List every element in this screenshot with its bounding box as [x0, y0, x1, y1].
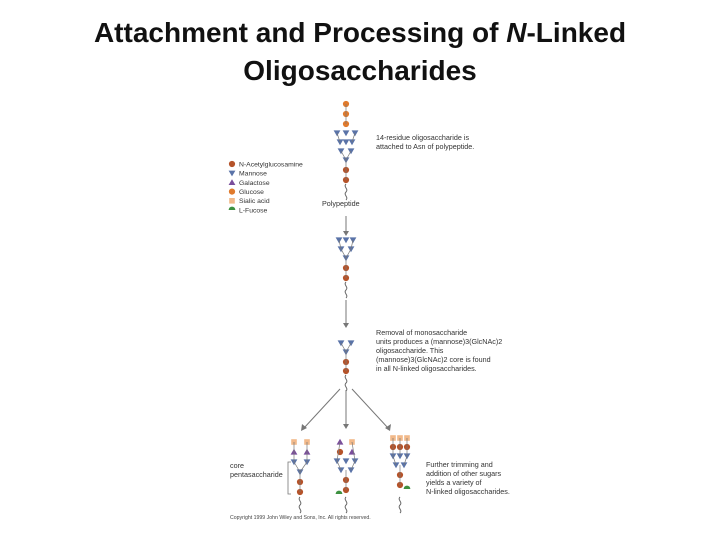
polypeptide-squiggle — [299, 497, 301, 513]
caption-step4-line4: N-linked oligosaccharides. — [426, 487, 510, 496]
core-label-line2: pentasaccharide — [230, 470, 283, 479]
caption-step3-line5: in all N-linked oligosaccharides. — [376, 364, 477, 373]
mannose-symbol — [393, 462, 400, 468]
caption-step1-line2: attached to Asn of polypeptide. — [376, 142, 475, 151]
legend-label: N-Acetylglucosamine — [239, 161, 303, 169]
caption-step4-line2: addition of other sugars — [426, 469, 502, 478]
slide-title-line1: Attachment and Processing of N-Linked — [93, 17, 627, 48]
galactose-symbol — [229, 179, 236, 185]
oligosaccharide-structures — [291, 101, 411, 513]
core-bracket — [288, 462, 291, 494]
fucose-symbol — [404, 486, 411, 489]
caption-step3-line1: Removal of monosaccharide — [376, 328, 468, 337]
slide-title-line2: Oligosaccharides — [243, 55, 477, 86]
caption-step3-line4: (mannose)3(GlcNAc)2 core is found — [376, 355, 491, 364]
polypeptide-squiggle — [345, 497, 347, 513]
sugar-legend — [229, 161, 303, 215]
glycosidic-bond — [300, 462, 307, 472]
polypeptide-label: Polypeptide — [322, 199, 360, 208]
mannose-symbol — [343, 237, 350, 243]
mannose-symbol — [343, 139, 350, 145]
legend-label: L-Fucose — [239, 207, 268, 215]
polypeptide-squiggle — [345, 282, 347, 298]
mannose-symbol — [338, 467, 345, 473]
legend-label: Sialic acid — [239, 198, 270, 206]
arrowhead-step2 — [343, 323, 349, 328]
copyright-notice: Copyright 1999 John Wiley and Sons, Inc. All rights reserved. — [230, 515, 371, 521]
glucose-symbol — [229, 189, 235, 195]
arrowhead-branch-center — [343, 424, 349, 429]
arrow-branch-left — [304, 389, 340, 428]
sialic-acid-symbol — [229, 198, 235, 204]
polypeptide-squiggle — [399, 497, 401, 513]
mannose-symbol — [343, 130, 350, 136]
polypeptide-squiggle — [345, 375, 347, 391]
glcnac-symbol — [229, 161, 235, 167]
mannose-symbol — [343, 458, 350, 464]
glycosidic-bond — [294, 462, 300, 472]
processing-arrows — [301, 216, 391, 431]
fucose-symbol — [336, 491, 343, 494]
arrow-branch-right — [352, 389, 388, 428]
caption-step3-line2: units produces a (mannose)3(GlcNAc)2 — [376, 337, 503, 346]
caption-step1-line1: 14-residue oligosaccharide is — [376, 133, 470, 142]
caption-step3-line3: oligosaccharide. This — [376, 346, 444, 355]
mannose-symbol — [337, 139, 344, 145]
arrowhead-step1 — [343, 231, 349, 236]
galactose-symbol — [349, 449, 356, 455]
core-label-line1: core — [230, 461, 244, 470]
caption-step4-line3: yields a variety of — [426, 478, 482, 487]
mannose-symbol — [349, 139, 356, 145]
polypeptide-squiggle — [345, 184, 347, 200]
mannose-symbol — [229, 171, 236, 177]
fucose-symbol — [229, 207, 236, 210]
legend-label: Glucose — [239, 189, 264, 196]
mannose-symbol — [401, 462, 408, 468]
caption-step4-line1: Further trimming and — [426, 460, 493, 469]
legend-label: Mannose — [239, 170, 267, 178]
mannose-symbol — [348, 467, 355, 473]
legend-label: Galactose — [239, 179, 270, 187]
